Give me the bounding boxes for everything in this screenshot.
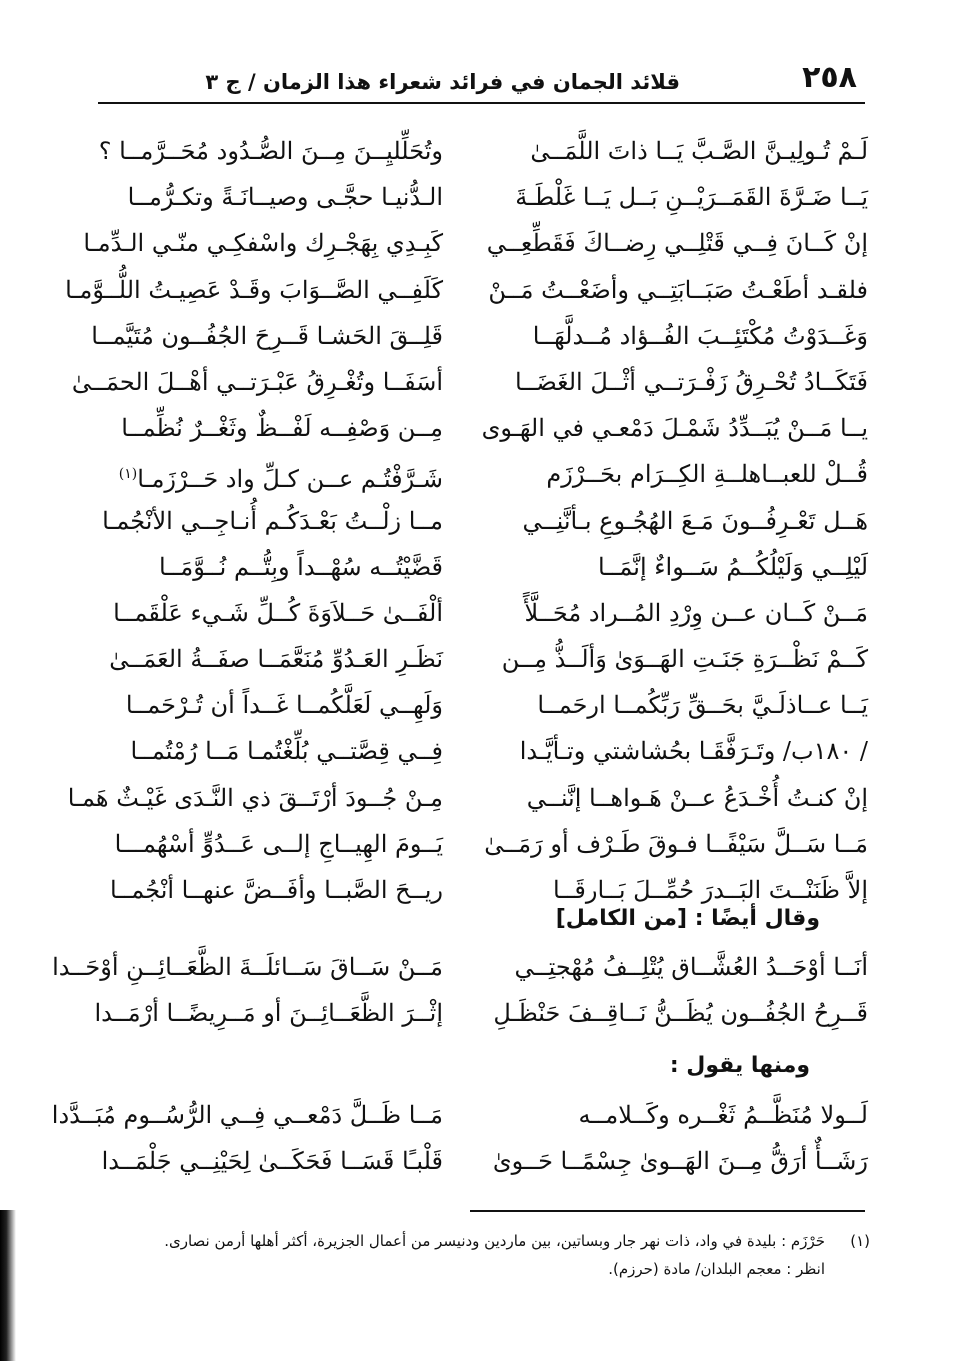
verse [94,990,868,1036]
verse-second-hemistich: كَبِـدِي بِهَجْـرِك واسْفكِـي منّـي الـدِّمـا [83,229,443,258]
verse-text: شَـرَّفْتُـم عــن كـلِّ واد حَــرْزَمـا [137,465,443,494]
verse-first-hemistich: فلقـد أطَعْـتُ صَبَــابَتِــي وأضَعْــتُ مَــنْ [488,275,868,304]
verse [67,775,868,821]
poem-intro: ومنها يقول : [669,1053,810,1078]
verse-second-hemistich: مَــا ظَــلَّ دَمْعــي فِــي الرُّسُــوم مُبَــدَّدا [51,1101,443,1129]
verse [98,174,868,220]
verse-first-hemistich: / ١٨٠ب/ وتَـرَفَّقَـا بحُشاشتي وتـأيَّـدا [519,737,868,766]
page-number: ٢٥٨ [802,60,857,95]
verse-first-hemistich: مَــا سَــلَّ سَيْفًــا فـوقَ طَـرْف أو رَمَــىٰ [484,829,868,858]
verse [98,682,868,728]
verse [91,313,868,359]
verse [98,590,868,636]
verse [98,728,868,774]
footnote-text: انظر : معجم البلدان/ مادة (حرزم). [608,1260,825,1278]
verse-second-hemistich: مَــنْ سَــاقَ سَــائلَــةَ الظَّعَــائِــنِ أوْحَــدا [52,953,443,981]
verse-first-hemistich: قَــرِحُ الجُفُــون يُظَــنُّ نَــاقِــفَ حَنْظَـلِ [493,999,868,1028]
verse-second-hemistich: قَضَّيْتُــه سُهْــداً وبِتُّــم نُــوَّمَــا [158,552,443,581]
footnote-reference: (١) [118,466,138,483]
verse-first-hemistich: لَـمْ تُـولِيـنَّ الصَّـبَّ يَــا ذاتَ اللَّمَــىٰ [530,137,868,165]
verse-first-hemistich: رَشَــأٌ أرَقُّ مِــنَ الهَــوىٰ جِسْمًــا حَــوىٰ [492,1147,868,1176]
verse-second-hemistich: نَظَـرِ العَـدُوِّ مُنَعَّمَــا صفَــةُ العَمَــىٰ [109,645,443,674]
verse [98,1138,868,1184]
verse-first-hemistich: إلاَّ ظَنَنْــتَ البَــدرَ حُمِّــلَ بَــارقَــا [553,876,868,904]
verse-second-hemistich: قَلِــقَ الحَشـا قَــرِحَ الجُفُــون مُتَيَّمــا [91,321,443,350]
verse-first-hemistich: هَــل تَعْـرِفُــونَ مَـعَ الهُجُـوعِ بـأنَّنِــي [522,506,868,535]
verse-second-hemistich [98,455,443,498]
footnote-marker: (١) [850,1232,870,1250]
poem-2 [52,944,868,1036]
verse-first-hemistich: فَتَكَــادُ تُحْـرِقُ زَفْـرَتــي أثْــلَ الغَضَــا [514,367,868,396]
poem-1 [65,128,868,913]
verse [98,821,868,867]
verse-second-hemistich: يَــومَ الهِيــاجِ إلــى عَــدُوٍّ أسْهُمـــا [114,829,443,858]
verse-second-hemistich: ريــحَ الصَّبــا وأفَــضَّ عنهــا أنْجُمــا [109,876,443,904]
footnote-line [95,1227,870,1255]
verse-first-hemistich: لَيْلِــي وَلَيْلُكُــمُ سَــواءٌ إنَّمَــا [598,552,868,581]
verse-first-hemistich: مَــنْ كَــان عــن وِرْدِ المُــراد مُحَــلَّأً [524,598,868,627]
verse-first-hemistich: لَــولا مُنَظَّــمُ ثَغْــره وكَــلامــه [578,1101,868,1129]
verse-first-hemistich: إنْ كَــانَ فِــي قَتْلِــي رِضــاكَ فَقَطِّعِــي [486,229,868,258]
page-edge-shadow [0,1210,16,1361]
footnote [95,1227,870,1283]
verse-second-hemistich: قَلْبـًا قَسَــا فَحَكَــىٰ لِحَيْنِــي جَلْمَــدا [101,1147,443,1176]
verse-second-hemistich: مِـنْ جُــودَ أرْتَــقَ ذي النَّـدَى غَيْـثٌ هَمـا [67,783,443,812]
verse [83,220,868,266]
verse-second-hemistich: إثْــرَ الظَّعَــائِــنَ أو مَــرِيضًــا أرْمَــدا [94,999,443,1028]
running-title: قلائد الجمان في فرائد شعراء هذا الزمان / ج ٣ [205,70,680,94]
verse-second-hemistich: مِــن وَصْفِــه لَفْــظٌ وثَغْــرٌ نُظِّمــا [121,414,443,443]
poem-intro: وقال أيضًا : [من الكامل] [555,906,820,931]
verse [98,451,868,497]
verse-first-hemistich: يَــا عــاذلَـيَّ بحَــقِّ رَبِّكُمــا ارحَمــا [537,691,868,720]
footnote-text: حَرْزَم : بليدة في واد، ذات نهر جار وبساتين، بين ماردين ودنيسر من أعمال الجزيرة، أكثر أهلها أرمن نصارى. [164,1232,825,1250]
verse [98,636,868,682]
verse [98,498,868,544]
verse-first-hemistich: قُــلْ للعبــاهلــةِ الكِــرَام بحَــرْزَم [546,460,868,489]
verse-first-hemistich: يَــا ضَـرَّةَ القَمَــرَيْــنِ بَــل يَــا غَلْطَـةَ [515,183,868,212]
verse-second-hemistich: الـدُّنيـا حجَّـى وصيــانَـةً وتكـرُّمــا [127,183,443,212]
footnote-rule [470,1210,865,1212]
verse-first-hemistich: يــا مَــنْ يُبَــدِّدُ شَمْـلَ دَمْعـي في الهَـوى [481,414,868,443]
verse-second-hemistich: مــا زلْــتُ بَعْـدَكُـم أُنـاجِــي الأنْجُمـا [102,506,443,535]
verse [98,405,868,451]
verse-second-hemistich: وَلَهِــي لَعَلَّكُمــا غَــداً أن تُـرْحَمــا [125,691,443,720]
verse-second-hemistich: ألْفَــىٰ حَــلاَوَةَ كُــلِّ شَـيء عَلْقَمــا [113,598,443,627]
verse-second-hemistich: وتُحَلِّليِــنَ مِــنَ الصُّـدُود مُحَــرَّمــا ؟ [98,137,443,165]
verse [65,267,868,313]
poem-3 [51,1092,868,1184]
verse [71,359,868,405]
footnote-line [95,1255,870,1283]
verse [98,128,868,174]
verse-second-hemistich: أسَفَــا وتُغْـرِقُ عَبْـرَتــي أهْــلَ الحمَــىٰ [71,367,443,396]
verse-second-hemistich: فِــي قِصَّتــي بُلِّغْتُمـا مَــا رُمْتُمــا [130,737,443,766]
page-header [100,60,865,100]
verse-first-hemistich: كَــمْ نَظْــرَةِ جَنَـتِ الهَــوَىٰ وَألَــذُّ مِــن [501,645,868,674]
verse-first-hemistich: وَغَــدَوْتُ مُكْتَئِــبَ الفُــؤاد مُــدلَّهَــا [532,321,868,350]
verse [51,1092,868,1138]
header-rule [98,102,865,104]
verse [52,944,868,990]
verse-first-hemistich: إنْ كنـتُ أُخْـدَعُ عــنْ هَـواهــا إنَّنــي [526,783,868,812]
verse-first-hemistich: أنَــا أوْحَــدُ العُشَّــاق يُتْلِــفُ مُهْجتِــي [514,953,868,981]
verse [98,544,868,590]
verse-second-hemistich: كَلَفِــي الصَّــوَابَ وقَـدْ عَصِيـتُ اللُّــوَّمـا [65,275,443,304]
